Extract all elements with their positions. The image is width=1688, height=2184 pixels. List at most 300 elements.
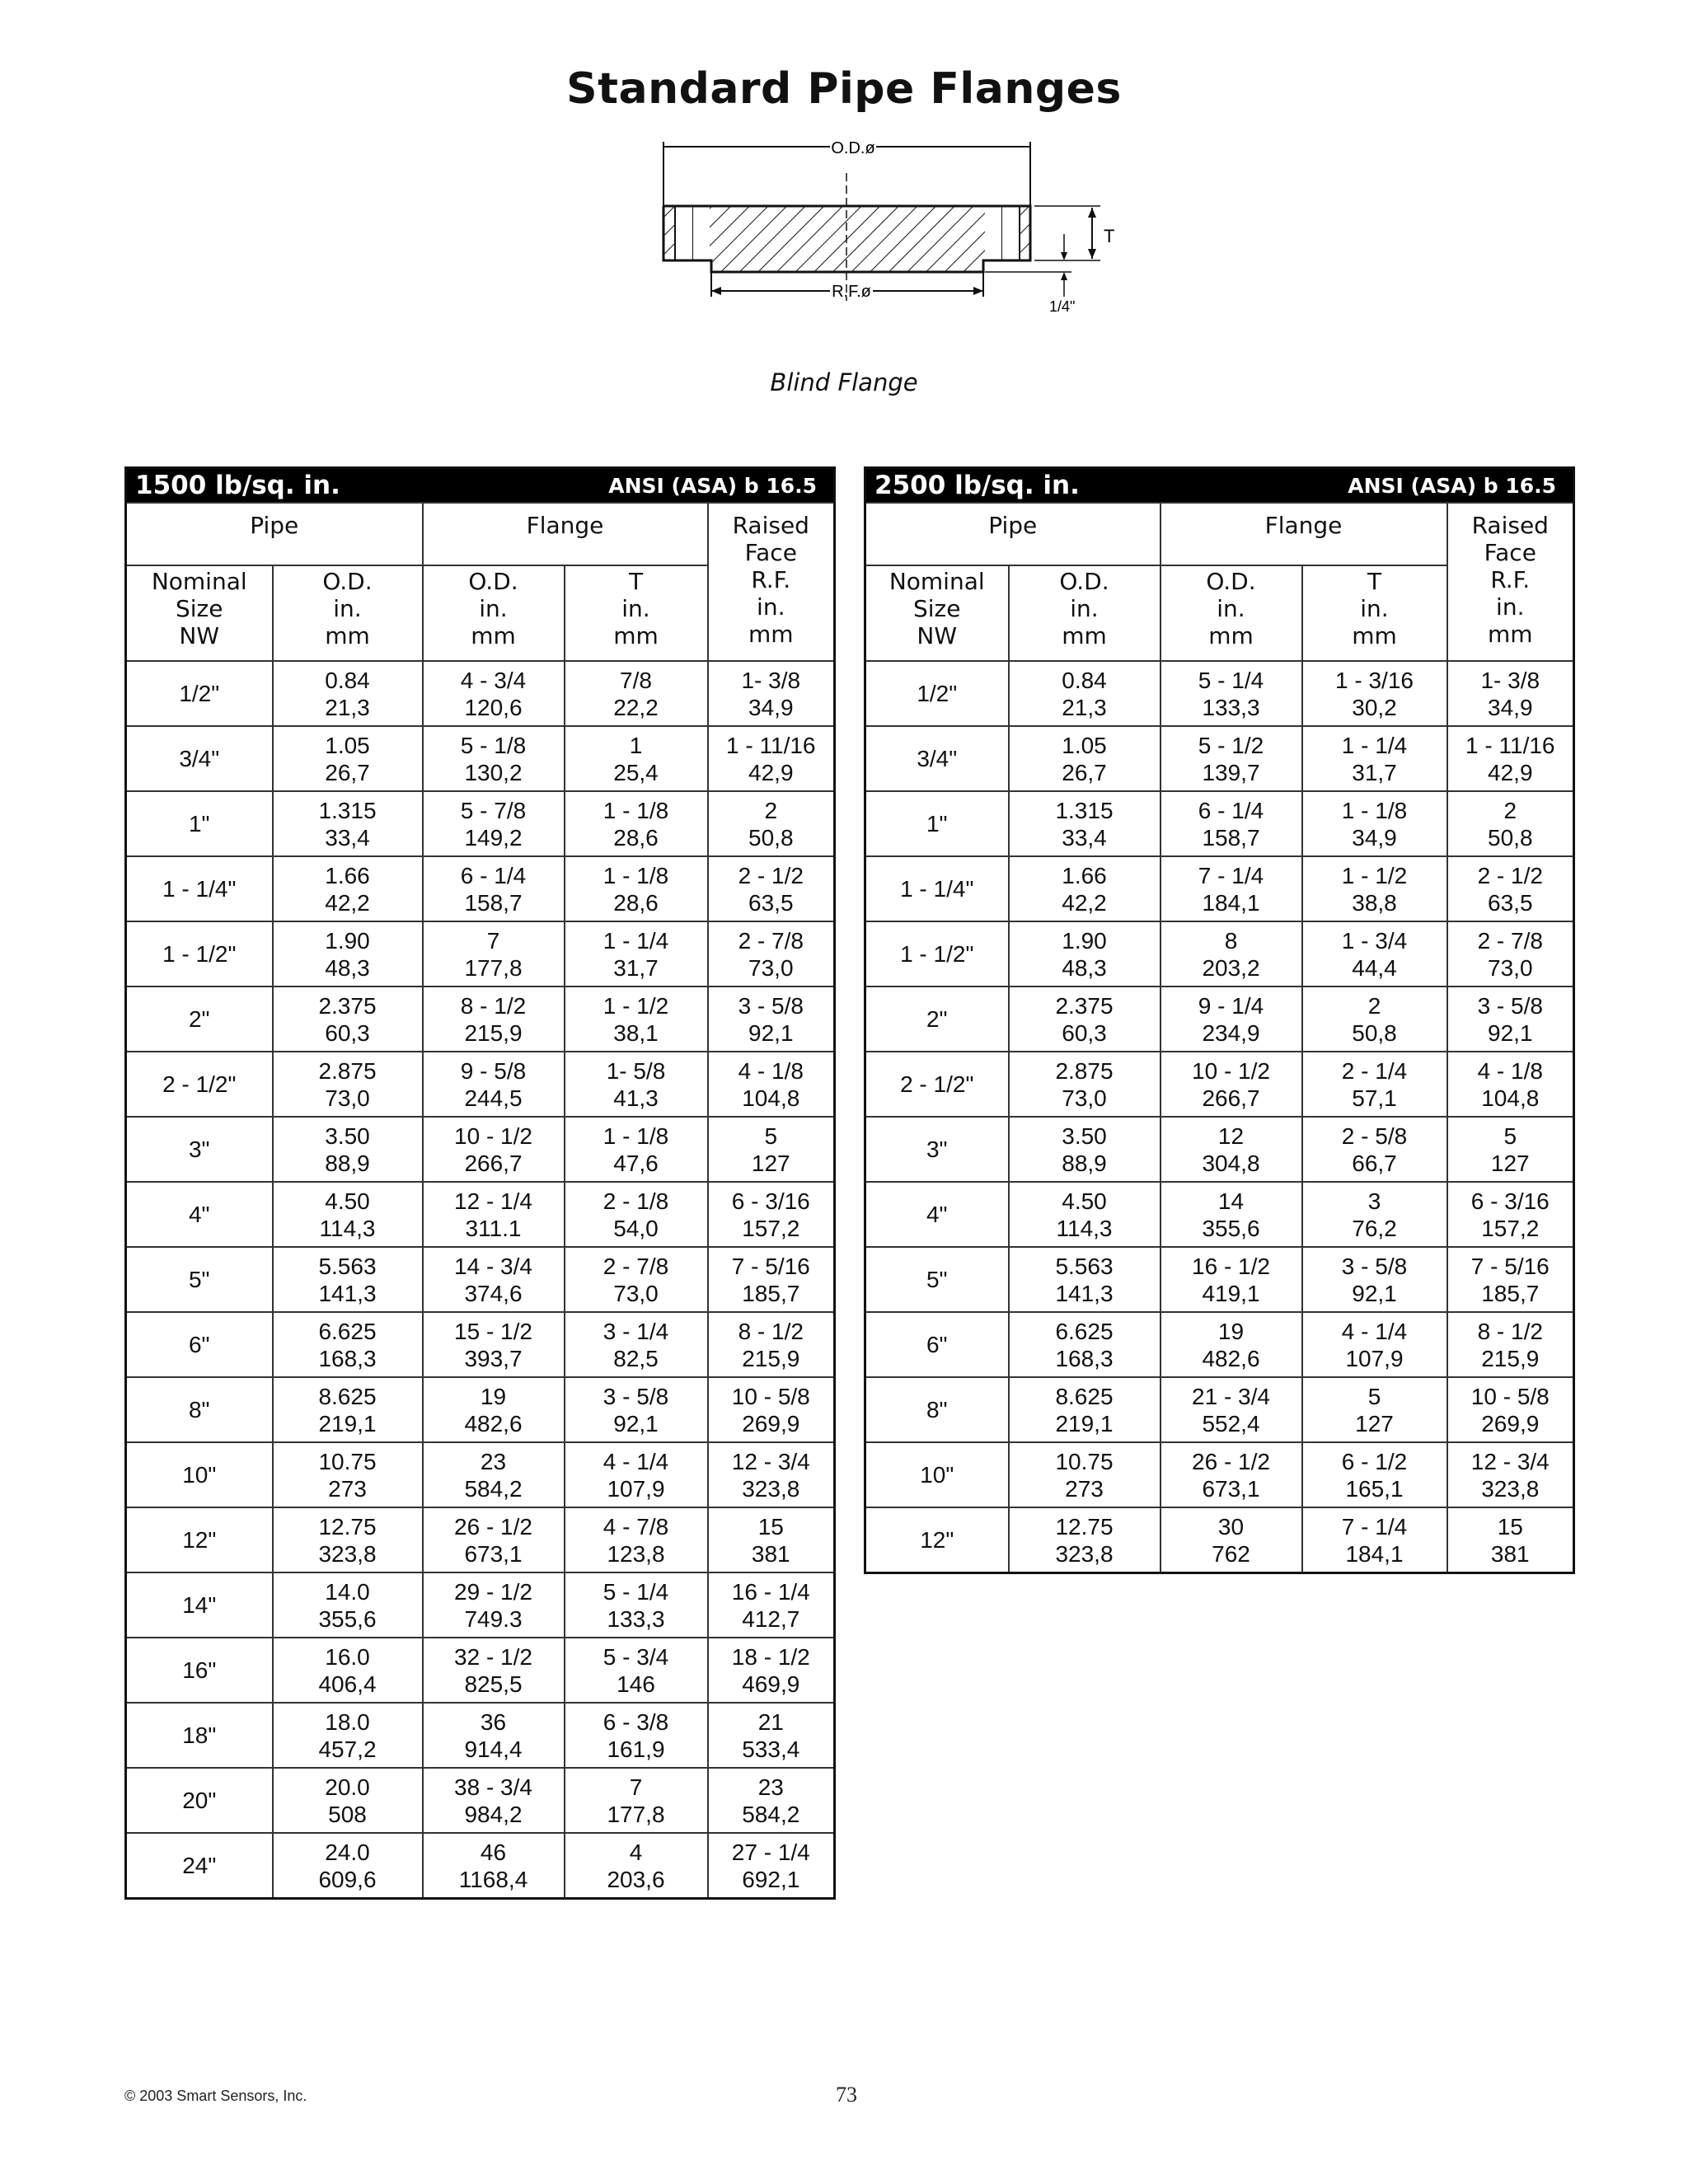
header-raised: Raised	[732, 512, 809, 539]
value-in: 6.625	[1055, 1318, 1114, 1344]
value-mm: 266,7	[1202, 1085, 1260, 1111]
table-body-2500	[865, 468, 1574, 1573]
table-row	[126, 1768, 835, 1833]
value-mm: 92,1	[613, 1410, 659, 1436]
header-t-l2: in.	[1360, 595, 1389, 622]
value-mm: 584,2	[464, 1475, 523, 1502]
value-in: 32 - 1/2	[454, 1643, 532, 1670]
value-mm: 161,9	[607, 1736, 665, 1762]
header-raised: Raised	[1471, 512, 1549, 539]
value-in: 2 - 7/8	[603, 1253, 669, 1279]
value-in: 4.50	[1062, 1188, 1107, 1214]
value-in: 3 - 5/8	[1341, 1253, 1408, 1279]
value-mm: 552,4	[1202, 1410, 1260, 1436]
value-mm: 30,2	[1352, 694, 1397, 720]
table-row	[865, 1377, 1574, 1442]
quarter-arrowhead-top	[1061, 252, 1067, 260]
nominal-size-cell: 3/4"	[126, 726, 273, 791]
value-in: 30	[1217, 1513, 1245, 1540]
value-in: 12 - 1/4	[454, 1188, 532, 1214]
title-cell	[126, 468, 835, 504]
value-in: 10 - 1/2	[1192, 1057, 1270, 1084]
value-in: 1 - 11/16	[726, 732, 816, 758]
nominal-size-cell: 1 - 1/2"	[126, 921, 273, 987]
value-mm: 114,3	[319, 1215, 376, 1241]
header-raised-face	[1447, 503, 1574, 661]
header-pipe-od	[273, 565, 423, 661]
table-row	[126, 791, 835, 856]
value-in: 15	[757, 1513, 784, 1540]
value-mm: 33,4	[325, 824, 370, 851]
standard-label: ANSI (ASA) b 16.5	[608, 473, 818, 498]
value-mm: 323,8	[318, 1540, 377, 1567]
flange-od-cell	[423, 1117, 565, 1182]
bolt-hole-right	[1001, 206, 1020, 260]
value-in: 3 - 5/8	[738, 992, 804, 1019]
value-in: 6 - 1/4	[460, 862, 527, 888]
value-in: 7	[486, 927, 500, 954]
raised-face-cell	[1447, 1182, 1574, 1247]
header-nominal-l2: Size	[913, 595, 961, 622]
flange-od-cell	[423, 1247, 565, 1312]
nominal-size-cell: 1/2"	[865, 661, 1009, 726]
value-mm: 825,5	[464, 1671, 523, 1697]
table-title-bar	[865, 468, 1574, 504]
pipe-od-cell	[273, 1442, 423, 1507]
value-in: 5 - 3/4	[603, 1643, 669, 1670]
pipe-od-cell	[1009, 1182, 1160, 1247]
value-mm: 273	[328, 1475, 367, 1502]
pipe-od-cell	[273, 1117, 423, 1182]
flange-od-cell	[423, 1052, 565, 1117]
value-in: 4 - 1/4	[603, 1448, 669, 1474]
header-flange-od-l1: O.D.	[1206, 568, 1256, 595]
value-in: 6 - 3/8	[603, 1708, 669, 1735]
nominal-size-cell: 1"	[126, 791, 273, 856]
table-row	[126, 1572, 835, 1638]
thickness-cell	[565, 1117, 708, 1182]
table-row	[126, 1507, 835, 1572]
thickness-cell	[565, 1507, 708, 1572]
header-nominal	[126, 565, 273, 661]
value-in: 6 - 1/4	[1198, 797, 1264, 823]
t-arrow-bottom	[1088, 249, 1096, 259]
nominal-size-cell: 16"	[126, 1638, 273, 1703]
table-row	[865, 726, 1574, 791]
table-row	[126, 661, 835, 726]
value-in: 2.875	[318, 1057, 377, 1084]
thickness-cell	[565, 921, 708, 987]
nominal-size-cell: 3"	[865, 1117, 1009, 1182]
value-mm: 749.3	[464, 1605, 523, 1632]
flange-od-cell	[1160, 1377, 1302, 1442]
value-mm: 323,8	[742, 1475, 800, 1502]
raised-face-cell	[1447, 856, 1574, 921]
value-in: 7 - 1/4	[1341, 1513, 1408, 1540]
value-in: 9 - 1/4	[1198, 992, 1264, 1019]
value-mm: 28,6	[613, 889, 659, 916]
thickness-cell	[1302, 1247, 1447, 1312]
flange-od-cell	[423, 1182, 565, 1247]
raised-face-cell	[1447, 1117, 1574, 1182]
value-in: 16 - 1/4	[731, 1578, 810, 1605]
value-in: 8 - 1/2	[1477, 1318, 1543, 1344]
table-row	[126, 1247, 835, 1312]
value-mm: 219,1	[318, 1410, 377, 1436]
page-number: 73	[836, 2083, 857, 2107]
raised-face-cell	[708, 1507, 835, 1572]
thickness-cell	[565, 661, 708, 726]
header-pipe: Pipe	[865, 503, 1160, 565]
header-pipe-od	[1009, 565, 1160, 661]
value-mm: 73,0	[748, 954, 794, 981]
header-rf-mm: mm	[748, 621, 794, 648]
nominal-size-cell: 2 - 1/2"	[126, 1052, 273, 1117]
header-nominal-l2: Size	[176, 595, 223, 622]
value-mm: 244,5	[464, 1085, 523, 1111]
flange-table-1500	[124, 466, 836, 1900]
raised-face-cell	[708, 1572, 835, 1638]
flange-side-right	[985, 206, 1001, 260]
value-in: 26 - 1/2	[454, 1513, 532, 1540]
raised-face-cell	[1447, 726, 1574, 791]
value-in: 8.625	[1055, 1383, 1114, 1409]
flange-od-cell	[423, 1703, 565, 1768]
value-mm: 21,3	[1062, 694, 1107, 720]
value-in: 1 - 1/8	[603, 862, 669, 888]
value-in: 2 - 1/2	[738, 862, 804, 888]
thickness-cell	[1302, 1442, 1447, 1507]
nominal-size-cell: 20"	[126, 1768, 273, 1833]
value-mm: 26,7	[325, 759, 370, 785]
flange-od-cell	[1160, 1052, 1302, 1117]
thickness-cell	[565, 1768, 708, 1833]
thickness-cell	[565, 791, 708, 856]
raised-face-cell	[708, 1768, 835, 1833]
flange-od-cell	[1160, 1507, 1302, 1573]
header-t	[565, 565, 708, 661]
nominal-size-cell: 1/2"	[126, 661, 273, 726]
value-mm: 25,4	[613, 759, 659, 785]
header-flange-od-l1: O.D.	[468, 568, 518, 595]
pipe-od-cell	[273, 1833, 423, 1899]
value-in: 1.90	[1062, 927, 1107, 954]
value-in: 14 - 3/4	[454, 1253, 532, 1279]
value-mm: 203,6	[607, 1866, 665, 1892]
value-in: 1.90	[325, 927, 370, 954]
value-mm: 158,7	[464, 889, 523, 916]
value-in: 8.625	[318, 1383, 377, 1409]
header-pipe-od-l2: in.	[1070, 595, 1099, 622]
thickness-cell	[565, 1052, 708, 1117]
value-mm: 984,2	[464, 1801, 523, 1827]
flange-od-cell	[423, 726, 565, 791]
value-in: 1 - 1/4	[1341, 732, 1408, 758]
pipe-od-cell	[273, 1638, 423, 1703]
table-row	[126, 1703, 835, 1768]
value-mm: 66,7	[1352, 1150, 1397, 1176]
value-in: 6 - 1/2	[1341, 1448, 1408, 1474]
pipe-od-cell	[1009, 1312, 1160, 1377]
header-rf: R.F.	[751, 566, 791, 593]
thickness-cell	[565, 1442, 708, 1507]
value-mm: 38,1	[613, 1019, 659, 1046]
value-in: 8 - 1/2	[460, 992, 527, 1019]
value-in: 18.0	[325, 1708, 370, 1735]
diagram-caption: Blind Flange	[770, 368, 918, 396]
value-mm: 44,4	[1352, 954, 1397, 981]
value-in: 7 - 1/4	[1198, 862, 1264, 888]
value-in: 5	[1503, 1122, 1517, 1149]
value-in: 7	[629, 1774, 643, 1800]
flange-od-cell	[423, 987, 565, 1052]
value-mm: 34,9	[1352, 824, 1397, 851]
value-mm: 374,6	[464, 1280, 523, 1306]
value-mm: 120,6	[464, 694, 523, 720]
header-rf-mm: mm	[1487, 621, 1533, 648]
pipe-od-cell	[273, 921, 423, 987]
value-in: 1.05	[1062, 732, 1107, 758]
value-in: 14	[1217, 1188, 1245, 1214]
value-mm: 42,9	[748, 759, 794, 785]
value-in: 5 - 1/4	[1198, 667, 1264, 693]
flange-od-cell	[423, 661, 565, 726]
header-t-l3: mm	[613, 622, 659, 649]
raised-face-cell	[708, 1377, 835, 1442]
thickness-cell	[1302, 1507, 1447, 1573]
value-mm: 914,4	[464, 1736, 523, 1762]
nominal-size-cell: 5"	[865, 1247, 1009, 1312]
value-in: 1 - 1/8	[603, 1122, 669, 1149]
nominal-size-cell: 3/4"	[865, 726, 1009, 791]
pipe-od-cell	[1009, 1247, 1160, 1312]
flange-od-cell	[1160, 726, 1302, 791]
value-mm: 47,6	[613, 1150, 659, 1176]
flange-od-cell	[423, 1377, 565, 1442]
raised-face-cell	[1447, 661, 1574, 726]
thickness-cell	[565, 1247, 708, 1312]
value-in: 15	[1497, 1513, 1523, 1540]
value-in: 3.50	[1062, 1122, 1107, 1149]
value-in: 1- 3/8	[1480, 667, 1540, 693]
value-mm: 157,2	[1481, 1215, 1540, 1241]
raised-face-cell	[1447, 1247, 1574, 1312]
table-row	[126, 726, 835, 791]
thickness-cell	[1302, 791, 1447, 856]
value-in: 5	[1367, 1383, 1381, 1409]
nominal-size-cell: 14"	[126, 1572, 273, 1638]
header-flange-od	[1160, 565, 1302, 661]
flange-od-cell	[423, 1507, 565, 1572]
value-in: 21	[757, 1708, 784, 1735]
value-in: 46	[480, 1839, 507, 1865]
header-rf: R.F.	[1490, 566, 1531, 593]
value-in: 2 - 7/8	[738, 927, 804, 954]
value-mm: 107,9	[1345, 1345, 1404, 1371]
value-mm: 114,3	[1056, 1215, 1113, 1241]
header-nominal-l1: Nominal	[151, 568, 247, 595]
value-in: 1.315	[318, 797, 377, 823]
value-in: 2.375	[318, 992, 377, 1019]
header-face: Face	[1484, 539, 1536, 566]
nominal-size-cell: 24"	[126, 1833, 273, 1899]
table-row	[126, 1638, 835, 1703]
header-flange: Flange	[423, 503, 708, 565]
value-in: 7/8	[620, 667, 652, 693]
value-mm: 168,3	[318, 1345, 377, 1371]
value-mm: 92,1	[1488, 1019, 1533, 1046]
pipe-od-cell	[1009, 726, 1160, 791]
nominal-size-cell: 2"	[865, 987, 1009, 1052]
value-mm: 219,1	[1055, 1410, 1114, 1436]
header-t-l1: T	[628, 568, 644, 595]
value-in: 7 - 5/16	[1470, 1253, 1550, 1279]
pipe-od-cell	[273, 726, 423, 791]
value-mm: 127	[1355, 1410, 1394, 1436]
flange-od-cell	[1160, 921, 1302, 987]
flange-od-cell	[1160, 856, 1302, 921]
value-mm: 104,8	[1481, 1085, 1540, 1111]
header-t-l3: mm	[1352, 622, 1397, 649]
value-mm: 50,8	[1488, 824, 1533, 851]
value-mm: 28,6	[613, 824, 659, 851]
value-mm: 168,3	[1055, 1345, 1114, 1371]
value-in: 0.84	[1062, 667, 1107, 693]
value-mm: 393,7	[464, 1345, 523, 1371]
nominal-size-cell: 4"	[865, 1182, 1009, 1247]
value-in: 2.375	[1055, 992, 1114, 1019]
value-in: 9 - 5/8	[460, 1057, 527, 1084]
raised-face-cell	[708, 921, 835, 987]
value-mm: 412,7	[742, 1605, 800, 1632]
raised-face-cell	[708, 1247, 835, 1312]
rf-arrow-left	[711, 287, 721, 295]
pipe-od-cell	[273, 1052, 423, 1117]
value-mm: 127	[751, 1150, 790, 1176]
value-mm: 54,0	[613, 1215, 659, 1241]
nominal-size-cell: 1 - 1/4"	[126, 856, 273, 921]
value-in: 3.50	[325, 1122, 370, 1149]
title-cell	[865, 468, 1574, 504]
flange-od-cell	[423, 921, 565, 987]
value-mm: 38,8	[1352, 889, 1397, 916]
header-row-groups	[126, 503, 835, 565]
value-in: 5 - 1/2	[1198, 732, 1264, 758]
value-in: 1	[629, 732, 643, 758]
value-mm: 185,7	[742, 1280, 800, 1306]
flange-side-left	[693, 206, 710, 260]
pipe-od-cell	[273, 1703, 423, 1768]
header-pipe-od-l2: in.	[333, 595, 362, 622]
table-row	[126, 1442, 835, 1507]
nominal-size-cell: 5"	[126, 1247, 273, 1312]
value-mm: 48,3	[325, 954, 370, 981]
value-mm: 419,1	[1202, 1280, 1260, 1306]
value-in: 7 - 5/16	[731, 1253, 810, 1279]
pipe-od-cell	[273, 856, 423, 921]
table-row	[865, 987, 1574, 1052]
nominal-size-cell: 1 - 1/2"	[865, 921, 1009, 987]
table-row	[865, 1442, 1574, 1507]
nominal-size-cell: 4"	[126, 1182, 273, 1247]
value-in: 27 - 1/4	[731, 1839, 810, 1865]
raised-face-cell	[1447, 1377, 1574, 1442]
nominal-size-cell: 1 - 1/4"	[865, 856, 1009, 921]
flange-od-cell	[423, 1572, 565, 1638]
value-mm: 184,1	[1202, 889, 1260, 916]
header-flange-od-l2: in.	[479, 595, 508, 622]
nominal-size-cell: 10"	[865, 1442, 1009, 1507]
raised-face-cell	[1447, 1442, 1574, 1507]
table-row	[865, 1182, 1574, 1247]
table-row	[865, 791, 1574, 856]
flange-od-cell	[423, 856, 565, 921]
nominal-size-cell: 6"	[865, 1312, 1009, 1377]
value-mm: 73,0	[613, 1280, 659, 1306]
value-in: 20.0	[325, 1774, 370, 1800]
nominal-size-cell: 8"	[865, 1377, 1009, 1442]
flange-od-cell	[1160, 1247, 1302, 1312]
value-mm: 158,7	[1202, 824, 1260, 851]
raised-face-cell	[708, 987, 835, 1052]
pipe-od-cell	[273, 987, 423, 1052]
value-mm: 273	[1065, 1475, 1104, 1502]
value-mm: 355,6	[318, 1605, 377, 1632]
value-in: 3 - 1/4	[603, 1318, 669, 1344]
header-nominal-l3: NW	[917, 622, 958, 649]
value-in: 0.84	[325, 667, 370, 693]
value-mm: 33,4	[1062, 824, 1107, 851]
pipe-od-cell	[1009, 987, 1160, 1052]
value-mm: 508	[328, 1801, 367, 1827]
value-mm: 50,8	[1352, 1019, 1397, 1046]
table-row	[126, 1052, 835, 1117]
value-in: 1 - 1/8	[603, 797, 669, 823]
value-mm: 269,9	[742, 1410, 800, 1436]
header-flange: Flange	[1160, 503, 1447, 565]
header-pipe-od-l3: mm	[1062, 622, 1107, 649]
pipe-od-cell	[273, 1377, 423, 1442]
value-in: 1 - 11/16	[1465, 732, 1555, 758]
table-body-1500	[126, 468, 835, 1899]
header-raised-face	[708, 503, 835, 661]
nominal-size-cell: 12"	[865, 1507, 1009, 1573]
value-in: 3 - 5/8	[1477, 992, 1543, 1019]
header-pipe-od-l1: O.D.	[322, 568, 373, 595]
raised-face-cell	[1447, 791, 1574, 856]
value-in: 4 - 1/8	[738, 1057, 804, 1084]
value-mm: 60,3	[1062, 1019, 1107, 1046]
value-in: 4 - 7/8	[603, 1513, 669, 1540]
value-in: 23	[757, 1774, 784, 1800]
raised-face-cell	[708, 1052, 835, 1117]
raised-face-cell	[1447, 1052, 1574, 1117]
thickness-cell	[1302, 1117, 1447, 1182]
value-mm: 381	[1490, 1540, 1530, 1567]
pipe-od-cell	[273, 661, 423, 726]
pressure-rating-title: 1500 lb/sq. in.	[135, 470, 340, 500]
flange-od-cell	[423, 1442, 565, 1507]
header-pipe-od-l3: mm	[325, 622, 370, 649]
pipe-od-cell	[1009, 1507, 1160, 1573]
value-mm: 50,8	[748, 824, 794, 851]
value-in: 2	[764, 797, 778, 823]
value-mm: 215,9	[742, 1345, 800, 1371]
value-in: 1 - 1/8	[1341, 797, 1408, 823]
value-in: 1 - 3/4	[1341, 927, 1408, 954]
value-in: 5.563	[318, 1253, 377, 1279]
thickness-cell	[1302, 921, 1447, 987]
